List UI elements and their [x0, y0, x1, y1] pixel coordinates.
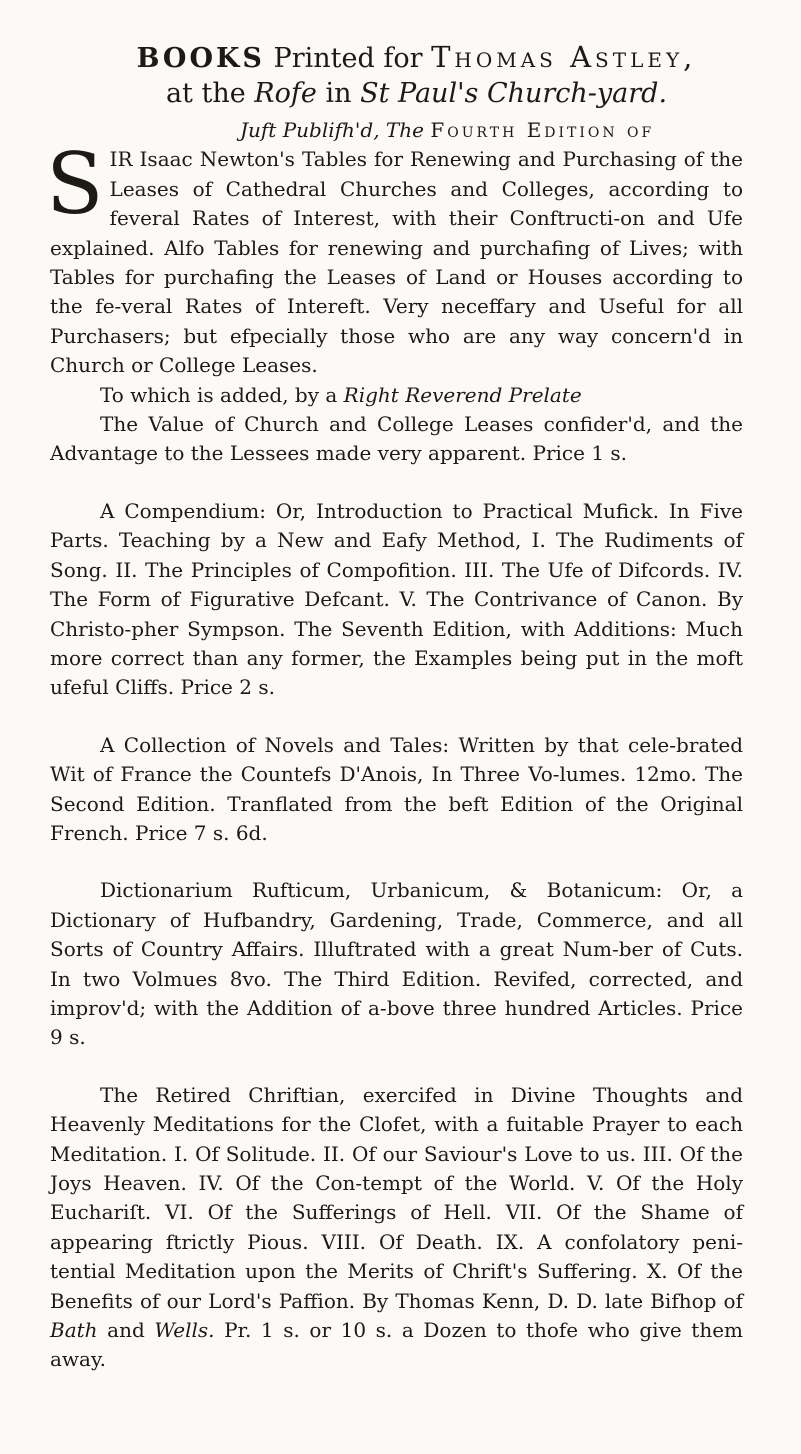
header-rose: Rofe — [254, 78, 317, 109]
entry-and: and — [107, 1318, 145, 1343]
entry-dictionarium — [50, 876, 743, 1052]
header-in: in — [325, 78, 352, 109]
entry-value: The Value of Church and College Leases confider'd, and the Advantage to the Lessees made very apparent. Price 1 s. — [50, 412, 743, 466]
entry-lead: Juft Publifh'd, The — [240, 118, 424, 142]
header-printed-for: Printed for — [273, 43, 423, 74]
entry-body: Dictionarium Rufticum, Urbanicum, & Botanicum: Or, a Dictionary of Hufbandry, Gardening, Trade, Commerce, and all Sorts of Country Affairs. Illuftrated with a great Num-ber of Cuts. In two Volmues 8vo. The Third Edition. Revifed, corrected, and improv'd; with the Addition of a-bove three hundred Articles. Price 9 s. — [50, 878, 743, 1050]
entry-wells: Wells. — [154, 1318, 215, 1343]
entry-body: A Compendium: Or, Introduction to Practical Mufick. In Five Parts. Teaching by a New and Eafy Method, I. The Rudiments of Song. II. The Principles of Compofition. III. The Ufe of Difcords. IV. The Form of Figurative Defcant. V. The Contrivance of Canon. By Christo-pher Sympson. The Seventh Edition, with Additions: Much more correct than any former, the Examples being put in the moft ufeful Cliffs. Price 2 s. — [50, 498, 743, 700]
header-line-1 — [90, 40, 743, 76]
entry-price: Pr. 1 s. or 10 s. a Dozen to thofe who give them away. — [50, 1318, 744, 1372]
entry-body: A Collection of Novels and Tales: Written by that cele-brated Wit of France the Countefs D'Anois, In Three Vo-lumes. 12mo. The Second Edition. Tranflated from the beft Edition of the Original French. Price 7 s. 6d. — [50, 732, 743, 845]
entry-prelate: Right Reverend Prelate — [343, 382, 582, 407]
header-line-2 — [90, 76, 743, 112]
entry-retired-christian — [50, 1081, 743, 1375]
entry-bath: Bath — [50, 1318, 98, 1343]
entry-body: The Retired Chriftian, exercifed in Divine Thoughts and Heavenly Meditations for the Clofet, with a fuitable Prayer to each Meditation. I. Of Solitude. II. Of our Saviour's Love to us. III. Of the Joys Heaven. IV. Of the Con-tempt of the World. V. Of the Holy Euchariſt. VI. Of the Sufferings of Hell. VII. Of the Shame of appearing ftrictly Pious. VIII. Of Death. IX. A confolatory peni-tential Meditation upon the Merits of Chrift's Suffering. X. Of the Benefits of our Lord's Paffion. By Thomas Kenn, D. D. late Bifhop of — [50, 1082, 743, 1313]
entry-body: IR Isaac Newton's Tables for Renewing and Purchasing of the Leases of Cathedral Churches and Colleges, according to feveral Rates of Interest, with their Conftructi-on and Ufe explained. Alfo Tables for renewing and purchafing of Lives; with Tables for purchafing the Leases of Land or Houses according to the fe-veral Rates of Intereft. Very neceffary and Useful for all Purchasers; but efpecially those who are any way concern'd in Church or College Leases. — [50, 147, 743, 378]
header-publisher-name: Thomas Astley, — [431, 40, 697, 74]
entry-compendium — [50, 497, 743, 703]
entry-novels — [50, 731, 743, 849]
entry-edition: Fourth Edition of — [430, 118, 655, 142]
header-at-the: at the — [165, 78, 246, 109]
entry-newton-tables — [46, 116, 743, 469]
entry-added: To which is added, by a — [100, 382, 338, 407]
header-books: BOOKS — [136, 43, 265, 74]
header-church-yard: St Paul's Church-yard. — [360, 78, 668, 109]
drop-cap: S — [46, 135, 104, 234]
